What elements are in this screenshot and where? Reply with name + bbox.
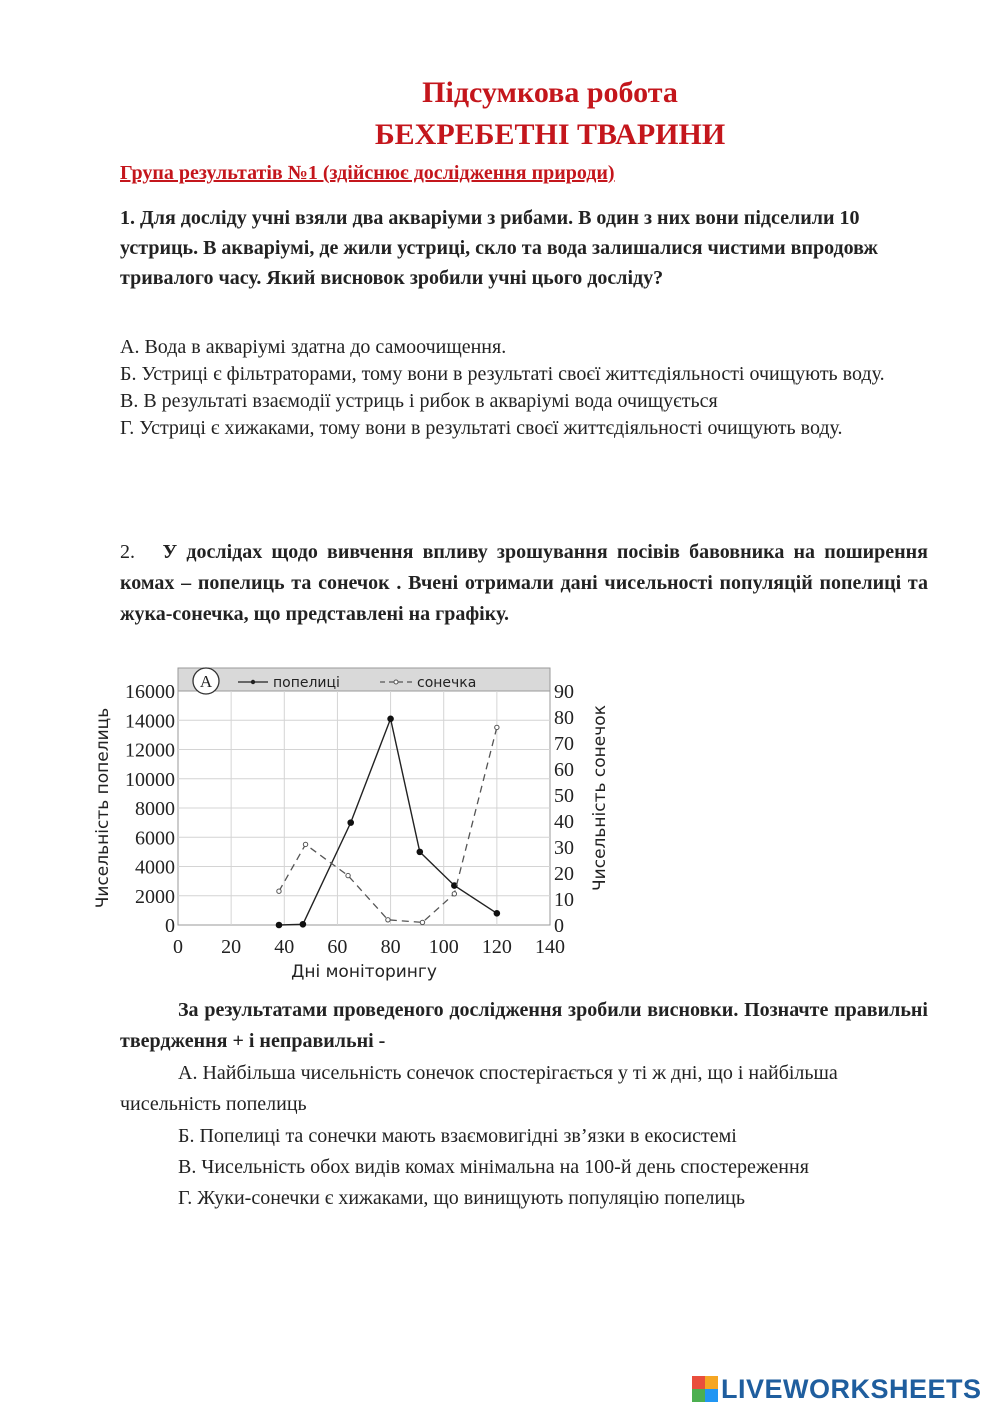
data-point — [300, 921, 306, 927]
data-point — [348, 820, 354, 826]
title-line2: БЕХРЕБЕТНІ ТВАРИНИ — [374, 118, 726, 151]
data-point — [303, 842, 307, 846]
q1-option-b: Б. Устриці є фільтраторами, тому вони в результаті своєї життєдіяльності очищують воду. — [120, 363, 885, 385]
statement-c: В. Чисельність обох видів комах мінімальна на 100-й день спостереження — [178, 1156, 809, 1178]
statement-a: А. Найбільша чисельність сонечок спостерігається у ті ж дні, що і найбільша чисельність попелиць — [120, 1062, 838, 1115]
y-right-tick-label: 20 — [554, 863, 574, 885]
y-right-axis-title: Чисельність сонечок — [590, 705, 610, 891]
conclusion-prompt: За результатами проведеного дослідження зробили висновки. Позначте правильні твердження + і неправильні - — [120, 999, 928, 1052]
y-left-tick-label: 10000 — [125, 768, 175, 791]
logo-cell — [692, 1376, 705, 1389]
group-heading: Група результатів №1 (здійснює дослідження природи) — [120, 162, 615, 184]
question-2-number: 2. — [120, 541, 135, 563]
y-left-tick-label: 2000 — [135, 885, 175, 908]
x-tick-label: 100 — [428, 936, 459, 958]
x-tick-label: 40 — [274, 936, 295, 958]
y-left-tick-label: 14000 — [125, 710, 175, 733]
legend-band — [178, 668, 550, 691]
y-right-tick-label: 80 — [554, 707, 574, 729]
x-tick-label: 0 — [173, 936, 183, 958]
x-tick-label: 140 — [535, 936, 565, 958]
y-right-tick-label: 50 — [554, 785, 574, 807]
liveworksheets-watermark — [692, 1372, 982, 1406]
data-point — [388, 716, 394, 722]
q1-option-c: В. В результаті взаємодії устриць і рибок в акваріумі вода очищується — [120, 390, 718, 412]
statement-d: Г. Жуки-сонечки є хижаками, що винищують популяцію попелиць — [178, 1187, 745, 1209]
x-tick-label: 80 — [380, 936, 401, 958]
x-tick-label: 20 — [221, 936, 242, 958]
y-left-tick-label: 6000 — [135, 827, 175, 850]
question-1-options — [120, 334, 940, 442]
data-point — [417, 849, 423, 855]
y-left-tick-label: 0 — [165, 915, 175, 937]
data-point — [277, 889, 281, 893]
y-right-tick-label: 10 — [554, 889, 574, 911]
y-left-tick-label: 16000 — [125, 681, 175, 703]
data-point — [494, 911, 500, 917]
title-line1: Підсумкова робота — [422, 76, 678, 109]
q1-option-a: А. Вода в акваріумі здатна до самоочищення. — [120, 336, 507, 358]
legend-aphids-marker — [251, 680, 255, 684]
y-right-tick-label: 60 — [554, 759, 574, 781]
logo-cell — [705, 1389, 718, 1402]
data-point — [276, 922, 282, 928]
legend-ladybugs-marker — [394, 680, 398, 684]
x-axis-title: Дні моніторингу — [291, 962, 437, 982]
logo-cell — [705, 1376, 718, 1389]
watermark-text: LIVEWORKSHEETS — [721, 1373, 982, 1404]
data-point — [452, 892, 456, 896]
y-left-tick-label: 8000 — [135, 798, 175, 820]
question-2-body: У дослідах щодо вивчення впливу зрошування посівів бавовника на поширення комах – попелиць та сонечок . Вчені отримали дані чисельності популяцій попелиці та жука-сонечка, що представлені на графіку. — [120, 541, 928, 625]
y-right-tick-label: 40 — [554, 811, 574, 833]
data-point — [495, 725, 499, 729]
logo-cell — [692, 1389, 705, 1402]
x-tick-label: 120 — [481, 936, 512, 958]
data-point — [420, 920, 424, 924]
question-1-text: 1. Для досліду учні взяли два акваріуми з рибами. В один з них вони підселили 10 устриць. В акваріумі, де жили устриці, скло та вода залишалися чистими впродовж тривалого часу. Який висновок зробили учні цього досліду? — [120, 207, 878, 289]
statement-b: Б. Попелиці та сонечки мають взаємовигідні зв’язки в екосистемі — [178, 1125, 737, 1147]
data-point — [386, 918, 390, 922]
legend-ladybugs-label: сонечка — [417, 675, 477, 691]
liveworksheets-logo-icon — [692, 1376, 718, 1402]
q1-option-d: Г. Устриці є хижаками, тому вони в результаті своєї життєдіяльності очищують воду. — [120, 417, 843, 439]
question-2-text — [120, 537, 928, 630]
panel-label: A — [199, 672, 213, 691]
y-left-tick-label: 4000 — [135, 856, 175, 879]
x-tick-label: 60 — [327, 936, 348, 958]
y-right-tick-label: 90 — [554, 681, 574, 703]
y-right-tick-label: 0 — [554, 915, 564, 937]
data-point — [346, 873, 350, 877]
y-right-tick-label: 70 — [554, 733, 574, 755]
y-left-axis-title: Чисельність попелиць — [93, 707, 113, 909]
legend-aphids-label: попелиці — [273, 675, 340, 691]
y-right-tick-label: 30 — [554, 837, 574, 859]
y-left-tick-label: 12000 — [125, 739, 175, 762]
population-chart — [88, 664, 628, 986]
